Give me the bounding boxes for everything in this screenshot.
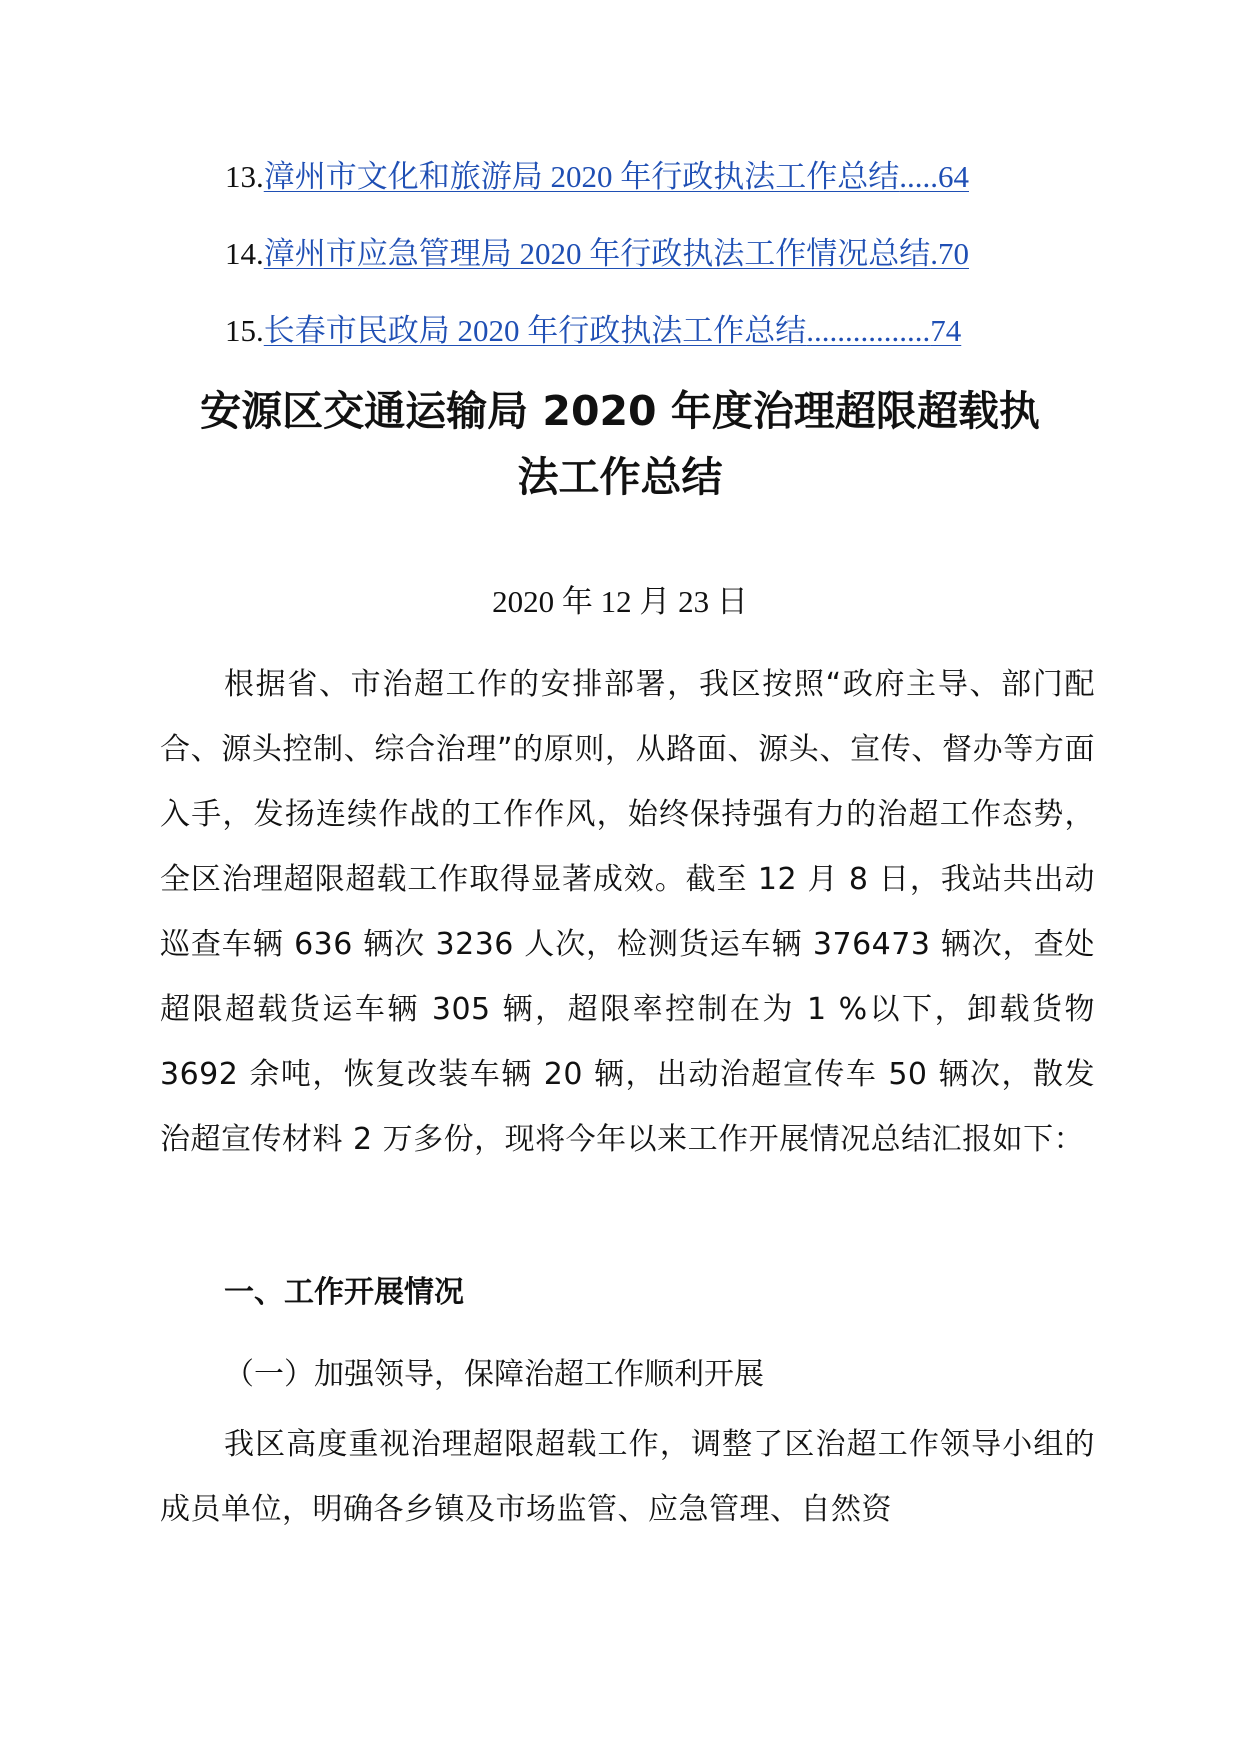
toc-entry-number: 13. [225,159,264,194]
toc-entry-leader: ..... [899,159,938,194]
document-title-line2: 法工作总结 [517,453,723,501]
toc-entry-number: 15. [225,313,264,348]
toc-entry-13[interactable] [225,157,969,197]
subsection-heading: （一）加强领导，保障治超工作顺利开展 [224,1357,764,1392]
document-date: 2020 年 12 月 23 日 [492,584,748,619]
toc-entry-title[interactable]: 漳州市应急管理局 2020 年行政执法工作情况总结 [263,236,931,271]
toc-entry-link[interactable] [264,159,969,194]
toc-entry-leader: . [930,236,938,271]
toc-entry-number: 14. [225,236,264,271]
toc-entry-15[interactable] [225,311,961,351]
document-title [120,378,1120,510]
subsection-paragraph: 我区高度重视治理超限超载工作，调整了区治超工作领导小组的成员单位，明确各乡镇及市场监管、应急管理、自然资 [160,1427,1095,1527]
toc-entry-title[interactable]: 漳州市文化和旅游局 2020 年行政执法工作总结 [263,159,900,194]
toc-entry-link[interactable] [264,236,969,271]
toc-entry-page[interactable]: 64 [938,159,969,194]
document-title-line1: 安源区交通运输局 2020 年度治理超限超载执 [200,387,1040,435]
section-heading: 一、工作开展情况 [224,1275,464,1310]
toc-entry-page[interactable]: 74 [930,313,962,348]
toc-entry-title[interactable]: 长春市民政局 2020 年行政执法工作总结 [263,313,807,348]
toc-entry-link[interactable] [264,313,962,348]
toc-entry-14[interactable] [225,234,969,274]
toc-entry-page[interactable]: 70 [938,236,969,271]
intro-paragraph: 根据省、市治超工作的安排部署，我区按照“政府主导、部门配合、源头控制、综合治理”的原则，从路面、源头、宣传、督办等方面入手，发扬连续作战的工作作风，始终保持强有力的治超工作态势，全区治理超限超载工作取得显著成效。截至 12 月 8 日，我站共出动巡查车辆 636 辆次 3236 人次，检测货运车辆 376473 辆次，查处超限超载货运车辆 305 辆，超限率控制在为 1 %以下，卸载货物 3692 余吨，恢复改装车辆 20 辆，出动治超宣传车 50 辆次，散发治超宣传材料 2 万多份，现将今年以来工作开展情况总结汇报如下： [160,667,1095,1157]
toc-entry-leader: ................ [806,313,931,348]
